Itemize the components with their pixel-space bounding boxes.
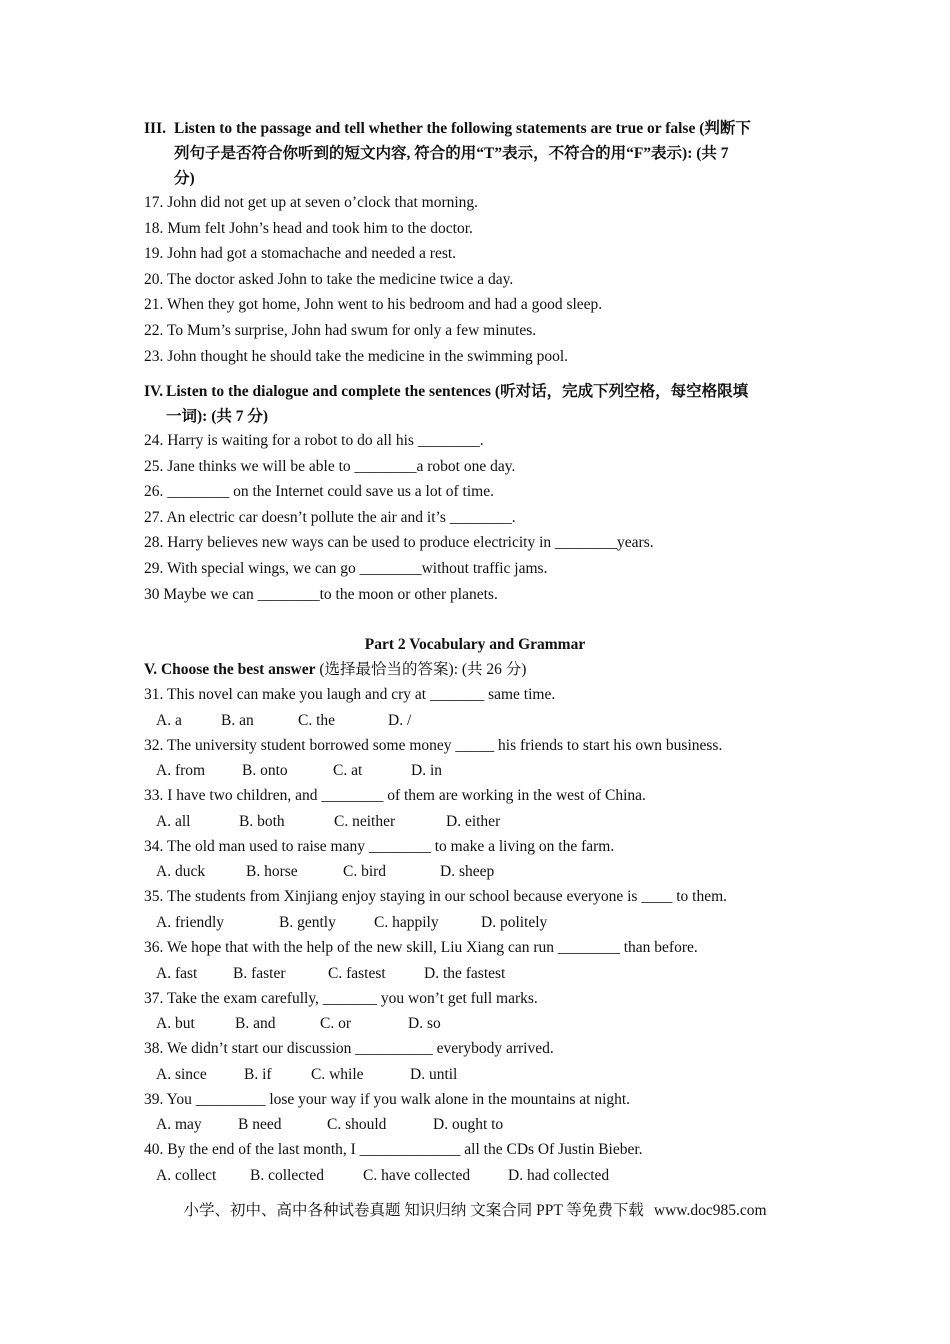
option: D. /	[388, 711, 412, 729]
option: A. from	[156, 762, 206, 780]
options-row	[144, 1011, 814, 1036]
section-4-heading	[144, 379, 814, 429]
option: B. collected	[250, 1166, 325, 1184]
section-5-heading	[144, 657, 814, 683]
heading-line: Listen to the passage and tell whether the following statements are true or false (判断下	[174, 120, 751, 137]
heading-line: 一词): (共 7 分)	[166, 408, 269, 425]
options-row	[144, 961, 814, 986]
option: B. both	[239, 812, 285, 830]
blank-item: 26. ________ on the Internet could save us a lot of time.	[144, 483, 494, 501]
section-3-items	[144, 190, 814, 369]
blank-item: 29. With special wings, we can go ________without traffic jams.	[144, 559, 548, 577]
section-5-questions	[144, 682, 814, 1188]
blank-item: 28. Harry believes new ways can be used to produce electricity in ________years.	[144, 534, 654, 552]
question: 32. The university student borrowed some money _____ his friends to start his own business.	[144, 736, 723, 754]
statement-item: 22. To Mum’s surprise, John had swum for only a few minutes.	[144, 321, 537, 339]
option: A. but	[156, 1015, 195, 1033]
question: 40. By the end of the last month, I _____________ all the CDs Of Justin Bieber.	[144, 1141, 643, 1159]
question: 37. Take the exam carefully, _______ you won’t get full marks.	[144, 989, 538, 1007]
blank-item: 25. Jane thinks we will be able to ________a robot one day.	[144, 457, 516, 475]
page-footer	[0, 1200, 950, 1222]
option: C. fastest	[328, 964, 386, 982]
section-number: IV.	[144, 383, 164, 400]
option: B. gently	[279, 913, 336, 931]
footer-text: 小学、初中、高中各种试卷真题 知识归纳 文案合同 PPT 等免费下载	[183, 1202, 644, 1219]
option: B. onto	[242, 762, 288, 780]
option: C. at	[333, 762, 363, 780]
part-2-title: Part 2 Vocabulary and Grammar	[364, 636, 586, 653]
question: 34. The old man used to raise many ________ to make a living on the farm.	[144, 837, 615, 855]
heading-line: 列句子是否符合你听到的短文内容, 符合的用“T”表示，不符合的用“F”表示): (共 7	[174, 145, 729, 162]
section-4-items	[144, 428, 814, 607]
section-3-heading	[144, 116, 814, 191]
option: B. if	[244, 1065, 272, 1083]
option: B. horse	[246, 863, 298, 881]
options-row	[144, 809, 814, 834]
heading-line: Listen to the dialogue and complete the sentences (听对话，完成下列空格，每空格限填	[166, 383, 749, 400]
statement-item: 21. When they got home, John went to his bedroom and had a good sleep.	[144, 296, 603, 314]
option: B. an	[221, 711, 254, 729]
blank-item: 30 Maybe we can ________to the moon or other planets.	[144, 585, 498, 603]
option: D. ought to	[433, 1116, 504, 1134]
option: C. or	[320, 1015, 351, 1033]
question: 39. You _________ lose your way if you walk alone in the mountains at night.	[144, 1090, 631, 1108]
option: A. fast	[156, 964, 198, 982]
option: B. faster	[233, 964, 286, 982]
option: A. duck	[156, 863, 206, 881]
section-5-heading-rest: (选择最恰当的答案): (共 26 分)	[315, 661, 527, 678]
options-row	[144, 859, 814, 884]
options-row	[144, 1112, 814, 1137]
statement-item: 18. Mum felt John’s head and took him to the doctor.	[144, 219, 473, 237]
question: 33. I have two children, and ________ of them are working in the west of China.	[144, 787, 646, 805]
option: C. neither	[334, 812, 396, 830]
statement-item: 19. John had got a stomachache and needed a rest.	[144, 245, 457, 263]
option: D. until	[410, 1065, 458, 1083]
footer-url[interactable]: www.doc985.com	[653, 1202, 767, 1219]
option: D. so	[408, 1015, 441, 1033]
option: C. have collected	[363, 1166, 471, 1184]
statement-item: 23. John thought he should take the medicine in the swimming pool.	[144, 347, 569, 365]
blank-item: 27. An electric car doesn’t pollute the air and it’s ________.	[144, 508, 516, 526]
option: C. happily	[374, 913, 439, 931]
option: A. all	[156, 812, 191, 830]
option: A. collect	[156, 1166, 217, 1184]
option: D. had collected	[508, 1166, 610, 1184]
question: 31. This novel can make you laugh and cry at _______ same time.	[144, 686, 556, 703]
section-number: III.	[144, 120, 166, 137]
options-row	[144, 758, 814, 783]
option: A. friendly	[156, 913, 225, 931]
option: D. the fastest	[424, 964, 506, 982]
statement-item: 17. John did not get up at seven o’clock that morning.	[144, 194, 479, 211]
option: A. a	[156, 711, 182, 729]
option: D. either	[446, 812, 501, 830]
blank-item: 24. Harry is waiting for a robot to do all his ________.	[144, 432, 484, 449]
option: A. since	[156, 1065, 207, 1083]
question: 38. We didn’t start our discussion __________ everybody arrived.	[144, 1040, 554, 1058]
options-row	[144, 1163, 814, 1188]
question: 36. We hope that with the help of the new skill, Liu Xiang can run ________ than before.	[144, 938, 698, 956]
option: D. in	[411, 762, 442, 780]
option: B. and	[235, 1015, 276, 1033]
option: C. bird	[343, 863, 387, 881]
options-row	[144, 910, 814, 935]
options-row	[144, 1062, 814, 1087]
option: A. may	[156, 1116, 202, 1134]
option: C. while	[311, 1065, 364, 1083]
option: C. should	[327, 1116, 387, 1134]
option: D. sheep	[440, 863, 495, 881]
question: 35. The students from Xinjiang enjoy staying in our school because everyone is ____ to them.	[144, 888, 728, 906]
statement-item: 20. The doctor asked John to take the medicine twice a day.	[144, 270, 514, 288]
option: D. politely	[481, 913, 548, 931]
section-5-heading-bold: V. Choose the best answer	[144, 661, 316, 678]
option: C. the	[298, 711, 336, 729]
options-row	[144, 708, 814, 733]
heading-line: 分)	[174, 170, 195, 187]
option: B need	[238, 1116, 282, 1134]
